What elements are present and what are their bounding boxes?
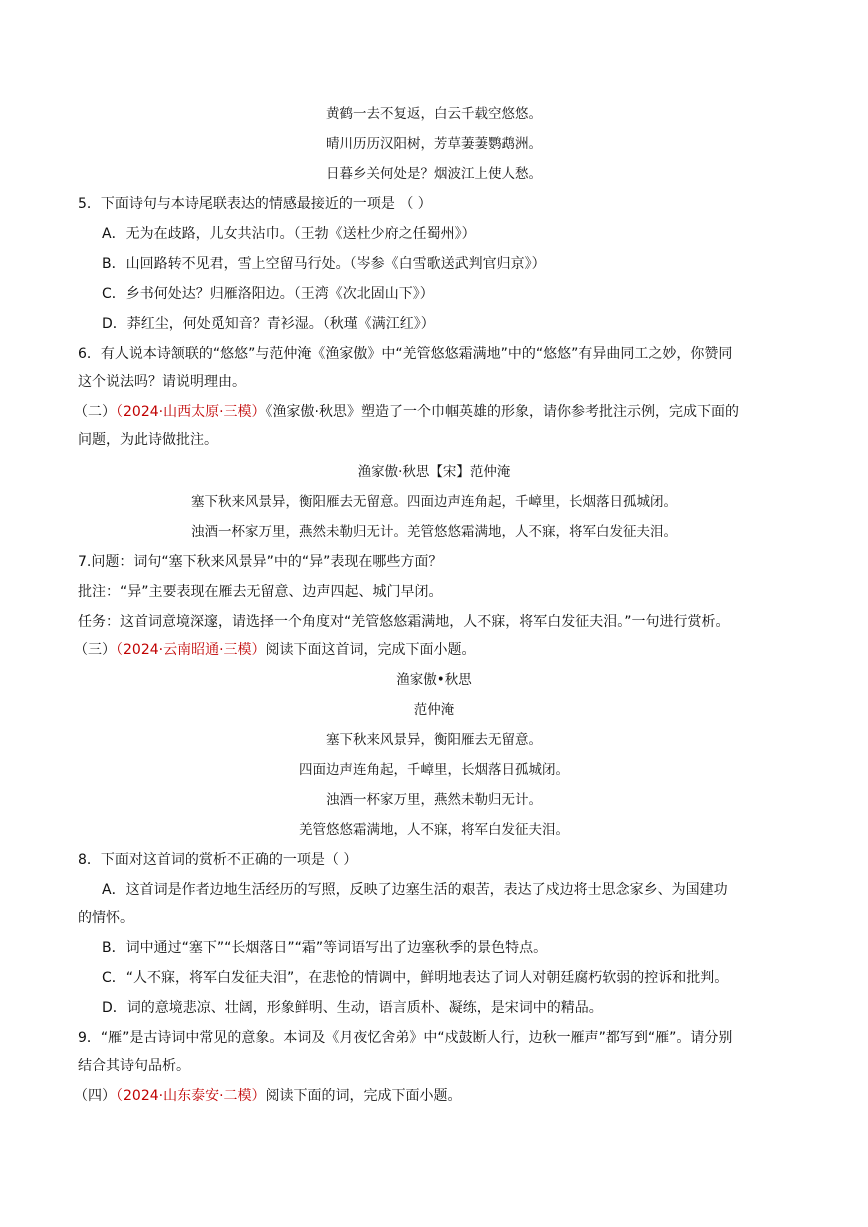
source-tag: （2024·云南昭通·三模）: [116, 642, 266, 658]
question-9-line1: 9．“雁”是古诗词中常见的意象。本词及《月夜忆舍弟》中“戍鼓断人行，边秋一雁声”都写到“雁”。请分别: [78, 1030, 733, 1046]
question-6-line2: 这个说法吗？请说明理由。: [78, 374, 246, 390]
option-d: D．词的意境悲凉、壮阔，形象鲜明、生动，语言质朴、凝练，是宋词中的精品。: [102, 1000, 603, 1016]
section-text: 阅读下面这首词，完成下面小题。: [265, 642, 476, 658]
poem-title: 渔家傲·秋思【宋】范仲淹: [357, 464, 511, 480]
question-9-line2: 结合其诗句品析。: [78, 1058, 190, 1074]
option-a-cont: 的情怀。: [78, 910, 134, 926]
poem-title: 渔家傲•秋思: [396, 672, 472, 688]
section-prefix: （二）: [74, 404, 116, 420]
poem-line: 塞下秋来风景异，衡阳雁去无留意。: [326, 732, 542, 748]
option-c: C．“人不寐，将军白发征夫泪”，在悲怆的情调中，鲜明地表达了词人对朝廷腐朽软弱的控诉和批判。: [102, 970, 729, 986]
question-7-note: 批注：“异”主要表现在雁去无留意、边声四起、城门早闭。: [78, 584, 443, 600]
poem-line: 四面边声连角起，千嶂里，长烟落日孤城闭。: [299, 762, 569, 778]
section-text: 阅读下面的词，完成下面小题。: [265, 1088, 462, 1104]
poem-line: 晴川历历汉阳树，芳草萋萋鹦鹉洲。: [326, 136, 542, 152]
question-5-stem: 5．下面诗句与本诗尾联表达的情感最接近的一项是 （ ）: [78, 196, 432, 212]
poem-author: 范仲淹: [413, 702, 455, 718]
question-8-stem: 8．下面对这首词的赏析不正确的一项是（ ）: [78, 852, 358, 868]
option-a: A．这首词是作者边地生活经历的写照，反映了边塞生活的艰苦，表达了戍边将士思念家乡、为国建功: [102, 882, 728, 898]
source-tag: （2024·山东泰安·二模）: [116, 1088, 266, 1104]
section-3-intro: [74, 640, 790, 660]
question-6-line1: 6．有人说本诗颔联的“悠悠”与范仲淹《渔家傲》中“羌管悠悠霜满地”中的“悠悠”有异曲同工之妙，你赞同: [78, 346, 733, 362]
option-c: C．乡书何处达？归雁洛阳边。（王湾《次北固山下》）: [102, 286, 434, 302]
question-7-task: 任务：这首词意境深邃，请选择一个角度对“羌管悠悠霜满地，人不寐，将军白发征夫泪。”一句进行赏析。: [78, 614, 730, 630]
section-prefix: （四）: [74, 1088, 116, 1104]
poem-line: 羌管悠悠霜满地，人不寐，将军白发征夫泪。: [299, 822, 569, 838]
option-a: A．无为在歧路，儿女共沾巾。（王勃《送杜少府之任蜀州》）: [102, 226, 476, 242]
section-4-intro: [74, 1086, 790, 1106]
section-2-intro-line2: 问题，为此诗做批注。: [78, 432, 218, 448]
poem-line: 浊酒一杯家万里，燕然未勒归无计。: [326, 792, 542, 808]
section-text: 《渔家傲·秋思》塑造了一个巾帼英雄的形象，请你参考批注示例，完成下面的: [265, 404, 739, 420]
poem-line: 黄鹤一去不复返，白云千载空悠悠。: [326, 106, 542, 122]
section-2-intro: [74, 402, 790, 422]
section-prefix: （三）: [74, 642, 116, 658]
poem-line: 塞下秋来风景异，衡阳雁去无留意。四面边声连角起，千嶂里，长烟落日孤城闭。: [191, 494, 677, 510]
poem-line: 浊酒一杯家万里，燕然未勒归无计。羌管悠悠霜满地，人不寐，将军白发征夫泪。: [191, 524, 677, 540]
option-d: D．莽红尘，何处觅知音？青衫湿。（秋瑾《满江红》）: [102, 316, 435, 332]
question-7: 7.问题：词句“塞下秋来风景异”中的“异”表现在哪些方面？: [78, 554, 443, 570]
option-b: B．山回路转不见君，雪上空留马行处。（岑参《白雪歌送武判官归京》）: [102, 256, 546, 272]
source-tag: （2024·山西太原·三模）: [116, 404, 266, 420]
option-b: B．词中通过“塞下”“长烟落日”“霜”等词语写出了边塞秋季的景色特点。: [102, 940, 548, 956]
poem-line: 日暮乡关何处是？烟波江上使人愁。: [326, 166, 542, 182]
